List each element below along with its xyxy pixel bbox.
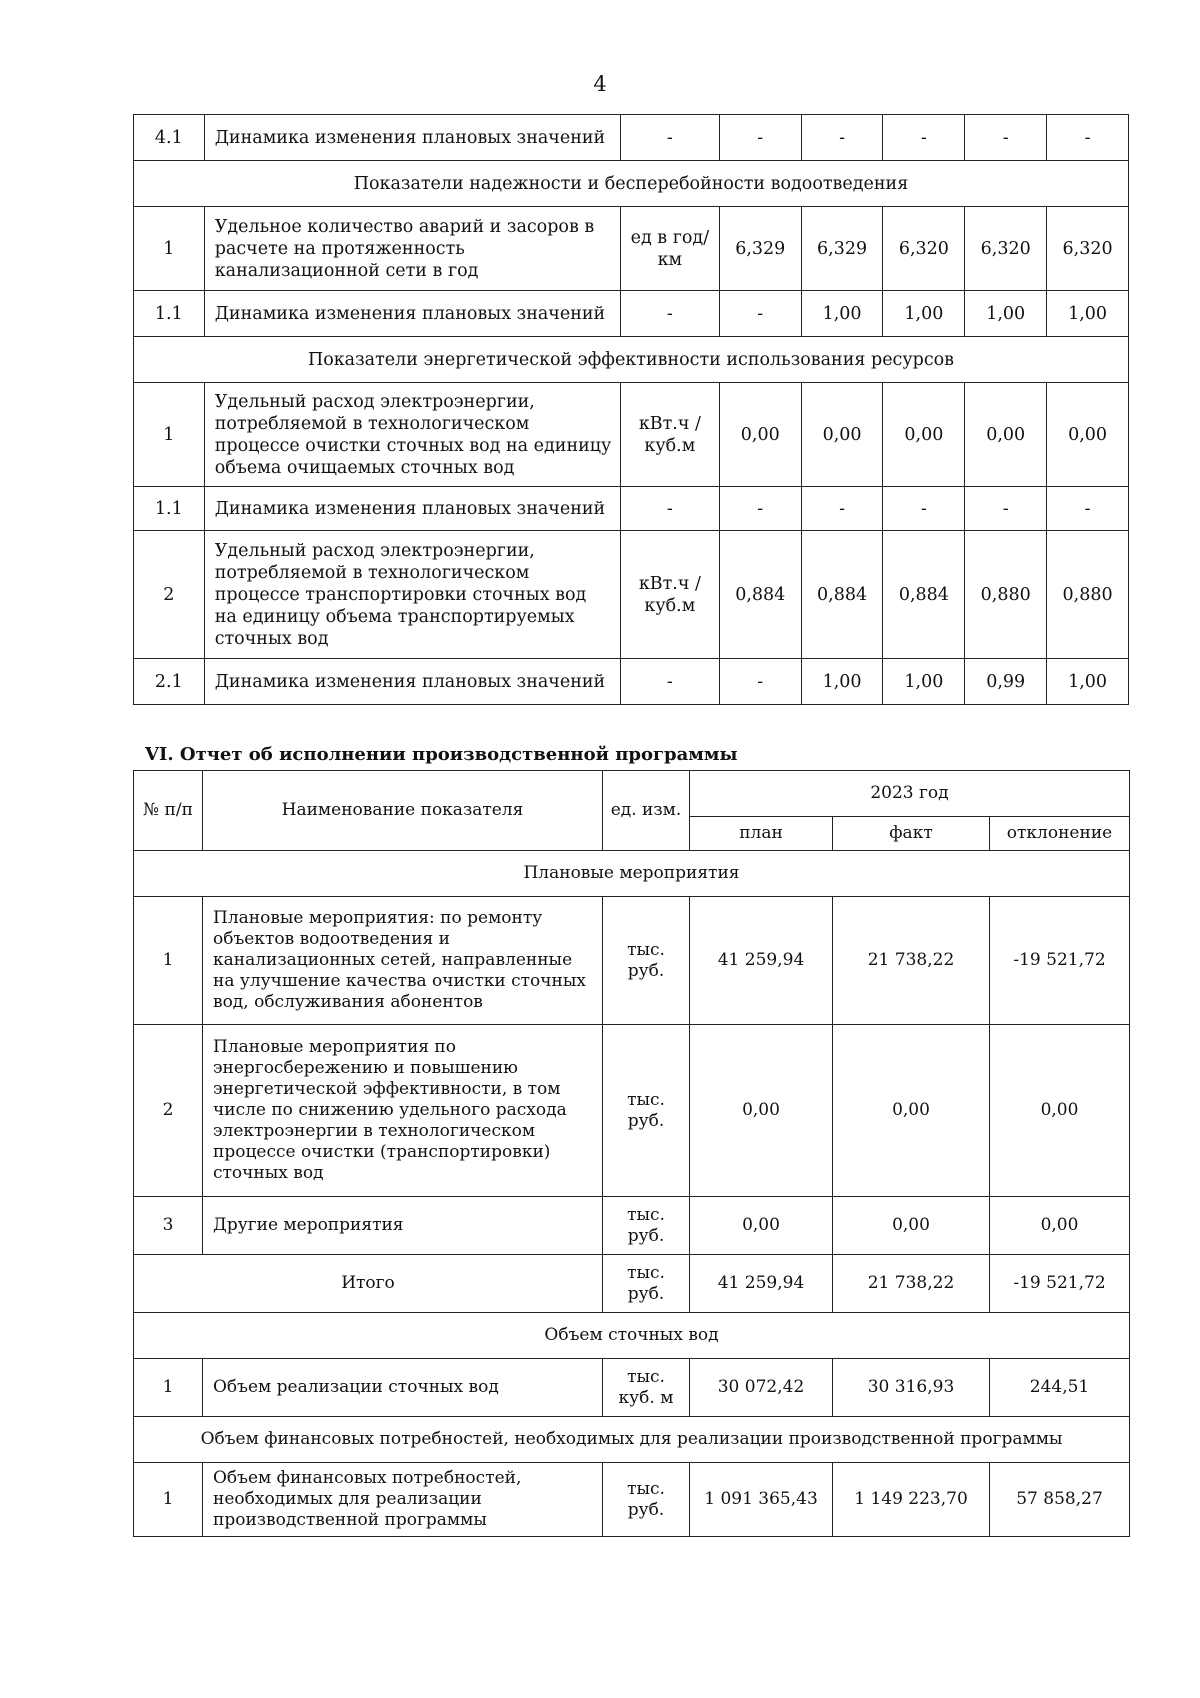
fact-cell: 21 738,22 bbox=[833, 897, 990, 1025]
table-row bbox=[134, 487, 1129, 531]
section-row bbox=[134, 161, 1129, 207]
section-title: Показатели энергетической эффективности использования ресурсов bbox=[134, 337, 1129, 383]
unit-cell: - bbox=[620, 487, 719, 531]
unit-cell: кВт.ч / куб.м bbox=[620, 531, 719, 659]
row-number: 4.1 bbox=[134, 115, 205, 161]
table-row bbox=[134, 531, 1129, 659]
row-number: 2.1 bbox=[134, 659, 205, 705]
value-cell: 0,99 bbox=[965, 659, 1047, 705]
value-cell: 1,00 bbox=[883, 291, 965, 337]
unit-cell: тыс. руб. bbox=[603, 1255, 690, 1313]
unit-cell: тыс. руб. bbox=[603, 1463, 690, 1537]
row-number: 1 bbox=[134, 897, 203, 1025]
value-cell: - bbox=[1047, 487, 1129, 531]
fact-cell: 21 738,22 bbox=[833, 1255, 990, 1313]
value-cell: 1,00 bbox=[965, 291, 1047, 337]
value-cell: 0,00 bbox=[965, 383, 1047, 487]
col-header-unit: ед. изм. bbox=[603, 771, 690, 851]
value-cell: - bbox=[719, 659, 801, 705]
value-cell: 0,884 bbox=[719, 531, 801, 659]
section-row bbox=[134, 1417, 1130, 1463]
indicator-name: Объем реализации сточных вод bbox=[203, 1359, 603, 1417]
row-number: 2 bbox=[134, 1025, 203, 1197]
indicator-name: Плановые мероприятия по энергосбережению и повышению энергетической эффективности, в том числе по снижению удельного расхода электроэнергии в технологическом процессе очистки (транспортировки) сточных вод bbox=[203, 1025, 603, 1197]
value-cell: 1,00 bbox=[883, 659, 965, 705]
col-header-num: № п/п bbox=[134, 771, 203, 851]
row-number: 1 bbox=[134, 383, 205, 487]
unit-cell: - bbox=[620, 291, 719, 337]
plan-cell: 41 259,94 bbox=[690, 1255, 833, 1313]
col-header-name: Наименование показателя bbox=[203, 771, 603, 851]
value-cell: 1,00 bbox=[801, 659, 883, 705]
value-cell: - bbox=[719, 291, 801, 337]
deviation-cell: 0,00 bbox=[990, 1025, 1130, 1197]
value-cell: 1,00 bbox=[801, 291, 883, 337]
section-title: Объем сточных вод bbox=[134, 1313, 1130, 1359]
header-row bbox=[134, 771, 1130, 817]
unit-cell: ед в год/ км bbox=[620, 207, 719, 291]
unit-cell: тыс. куб. м bbox=[603, 1359, 690, 1417]
section-row bbox=[134, 1313, 1130, 1359]
value-cell: 0,00 bbox=[801, 383, 883, 487]
row-number: 2 bbox=[134, 531, 205, 659]
value-cell: - bbox=[1047, 115, 1129, 161]
value-cell: 0,880 bbox=[965, 531, 1047, 659]
table-row bbox=[134, 1025, 1130, 1197]
program-report-table bbox=[133, 770, 1130, 1537]
indicator-name: Динамика изменения плановых значений bbox=[204, 291, 620, 337]
section-title: Объем финансовых потребностей, необходимых для реализации производственной программы bbox=[134, 1417, 1130, 1463]
value-cell: 0,880 bbox=[1047, 531, 1129, 659]
deviation-cell: 244,51 bbox=[990, 1359, 1130, 1417]
plan-cell: 41 259,94 bbox=[690, 897, 833, 1025]
table-row bbox=[134, 291, 1129, 337]
plan-cell: 30 072,42 bbox=[690, 1359, 833, 1417]
value-cell: 6,320 bbox=[883, 207, 965, 291]
unit-cell: - bbox=[620, 115, 719, 161]
value-cell: 1,00 bbox=[1047, 291, 1129, 337]
section-title: Плановые мероприятия bbox=[134, 851, 1130, 897]
value-cell: - bbox=[719, 115, 801, 161]
table-row bbox=[134, 1197, 1130, 1255]
value-cell: 0,00 bbox=[719, 383, 801, 487]
row-number: 1 bbox=[134, 207, 205, 291]
row-number: 1 bbox=[134, 1359, 203, 1417]
fact-cell: 0,00 bbox=[833, 1025, 990, 1197]
indicator-name: Динамика изменения плановых значений bbox=[204, 659, 620, 705]
value-cell: 6,329 bbox=[719, 207, 801, 291]
fact-cell: 0,00 bbox=[833, 1197, 990, 1255]
plan-cell: 0,00 bbox=[690, 1025, 833, 1197]
value-cell: - bbox=[801, 487, 883, 531]
table-row bbox=[134, 1463, 1130, 1537]
indicator-name: Другие мероприятия bbox=[203, 1197, 603, 1255]
indicator-name: Динамика изменения плановых значений bbox=[204, 115, 620, 161]
row-number: 1.1 bbox=[134, 487, 205, 531]
value-cell: 6,320 bbox=[1047, 207, 1129, 291]
row-number: 3 bbox=[134, 1197, 203, 1255]
col-header-plan: план bbox=[690, 817, 833, 851]
indicator-name: Удельный расход электроэнергии, потребляемой в технологическом процессе транспортировки сточных вод на единицу объема транспортируемых сточных вод bbox=[204, 531, 620, 659]
deviation-cell: 57 858,27 bbox=[990, 1463, 1130, 1537]
unit-cell: тыс. руб. bbox=[603, 1025, 690, 1197]
table-row bbox=[134, 1359, 1130, 1417]
unit-cell: тыс. руб. bbox=[603, 897, 690, 1025]
unit-cell: тыс. руб. bbox=[603, 1197, 690, 1255]
table-row bbox=[134, 383, 1129, 487]
section-row bbox=[134, 337, 1129, 383]
indicator-name: Объем финансовых потребностей, необходимых для реализации производственной программы bbox=[203, 1463, 603, 1537]
col-header-deviation: отклонение bbox=[990, 817, 1130, 851]
row-number: 1 bbox=[134, 1463, 203, 1537]
value-cell: - bbox=[719, 487, 801, 531]
value-cell: - bbox=[965, 115, 1047, 161]
total-row bbox=[134, 1255, 1130, 1313]
indicator-name: Удельное количество аварий и засоров в расчете на протяженность канализационной сети в год bbox=[204, 207, 620, 291]
section-row bbox=[134, 851, 1130, 897]
table-row bbox=[134, 897, 1130, 1025]
indicator-name: Удельный расход электроэнергии, потребляемой в технологическом процессе очистки сточных вод на единицу объема очищаемых сточных вод bbox=[204, 383, 620, 487]
value-cell: - bbox=[801, 115, 883, 161]
indicator-name: Плановые мероприятия: по ремонту объектов водоотведения и канализационных сетей, направленные на улучшение качества очистки сточных вод, обслуживания абонентов bbox=[203, 897, 603, 1025]
fact-cell: 1 149 223,70 bbox=[833, 1463, 990, 1537]
section-title: Показатели надежности и бесперебойности водоотведения bbox=[134, 161, 1129, 207]
value-cell: 0,884 bbox=[883, 531, 965, 659]
value-cell: - bbox=[965, 487, 1047, 531]
col-header-fact: факт bbox=[833, 817, 990, 851]
plan-cell: 1 091 365,43 bbox=[690, 1463, 833, 1537]
row-number: 1.1 bbox=[134, 291, 205, 337]
unit-cell: - bbox=[620, 659, 719, 705]
deviation-cell: -19 521,72 bbox=[990, 1255, 1130, 1313]
indicator-name: Динамика изменения плановых значений bbox=[204, 487, 620, 531]
total-label: Итого bbox=[134, 1255, 603, 1313]
value-cell: 0,00 bbox=[883, 383, 965, 487]
table-row bbox=[134, 115, 1129, 161]
value-cell: 0,884 bbox=[801, 531, 883, 659]
value-cell: - bbox=[883, 115, 965, 161]
deviation-cell: -19 521,72 bbox=[990, 897, 1130, 1025]
value-cell: 6,320 bbox=[965, 207, 1047, 291]
value-cell: 6,329 bbox=[801, 207, 883, 291]
value-cell: - bbox=[883, 487, 965, 531]
col-header-year: 2023 год bbox=[690, 771, 1130, 817]
table-row bbox=[134, 207, 1129, 291]
unit-cell: кВт.ч / куб.м bbox=[620, 383, 719, 487]
table-row bbox=[134, 659, 1129, 705]
section-heading: VI. Отчет об исполнении производственной программы bbox=[145, 744, 738, 765]
page-number: 4 bbox=[593, 72, 607, 96]
fact-cell: 30 316,93 bbox=[833, 1359, 990, 1417]
plan-cell: 0,00 bbox=[690, 1197, 833, 1255]
value-cell: 1,00 bbox=[1047, 659, 1129, 705]
value-cell: 0,00 bbox=[1047, 383, 1129, 487]
deviation-cell: 0,00 bbox=[990, 1197, 1130, 1255]
indicators-table bbox=[133, 114, 1129, 705]
